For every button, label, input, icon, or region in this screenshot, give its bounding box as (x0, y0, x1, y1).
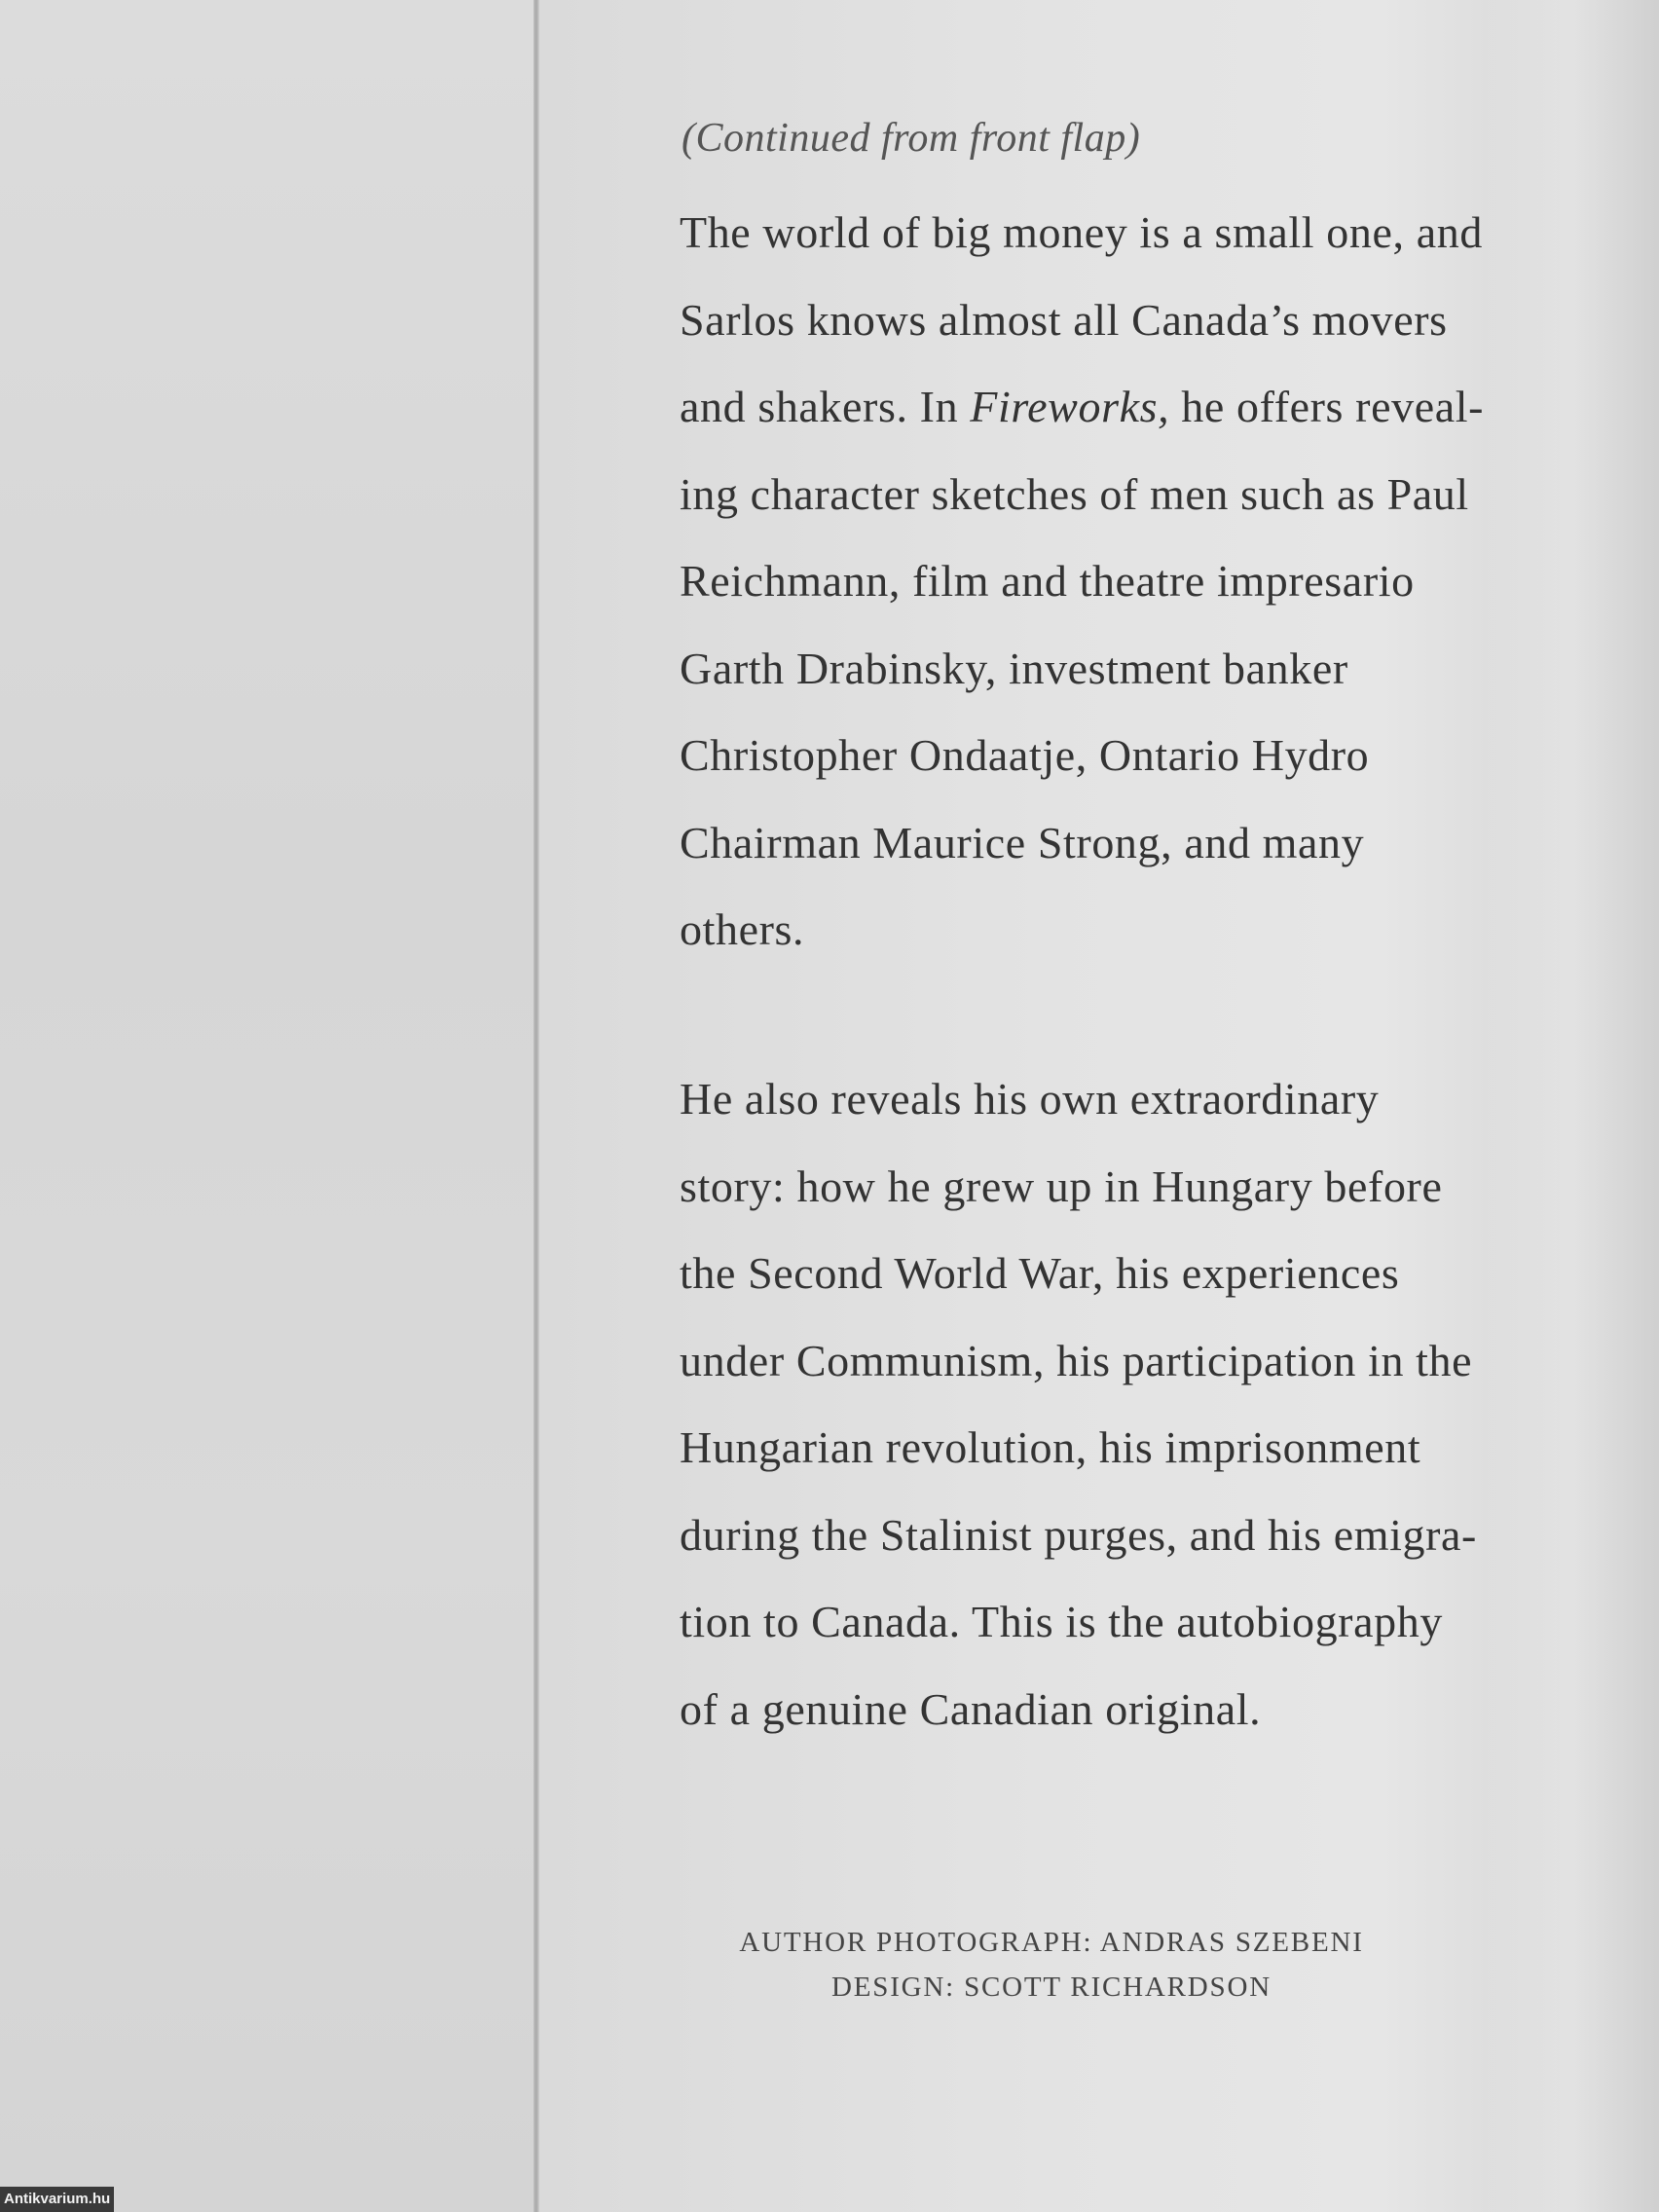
credits (682, 1920, 1421, 2009)
text-line: Reichmann, film and theatre impresario (680, 556, 1415, 606)
text-line (680, 363, 1556, 451)
text-line: Chairman Maurice Strong, and many (680, 817, 1365, 867)
text-fragment: he offers reveal- (1169, 382, 1485, 431)
text-line: ing character sketches of men such as Paul (680, 468, 1469, 519)
text-line: Christopher Ondaatje, Ontario Hydro (680, 730, 1370, 780)
text-line: story: how he grew up in Hungary before (680, 1161, 1443, 1211)
photo-credit: AUTHOR PHOTOGRAPH: ANDRAS SZEBENI (739, 1927, 1364, 1958)
design-credit: DESIGN: SCOTT RICHARDSON (831, 1972, 1272, 2003)
text-line: the Second World War, his experiences (680, 1248, 1400, 1298)
text-line: others. (680, 904, 805, 954)
text-line: under Communism, his participation in the (680, 1335, 1473, 1385)
text-line: Hungarian revolution, his imprisonment (680, 1422, 1421, 1472)
paragraph-2 (680, 1055, 1556, 1752)
text-line: Garth Drabinsky, investment banker (680, 643, 1348, 693)
continued-note: (Continued from front flap) (682, 116, 1141, 161)
text-line: tion to Canada. This is the autobiography (680, 1597, 1443, 1646)
text-line: during the Stalinist purges, and his emigra- (680, 1509, 1477, 1560)
text-fragment: and shakers. In (680, 382, 971, 431)
text-line: The world of big money is a small one, and (680, 207, 1483, 257)
book-title: Fireworks, (970, 382, 1170, 431)
text-line: He also reveals his own extraordinary (680, 1074, 1380, 1124)
back-cover-panel (0, 0, 534, 2212)
text-line: of a genuine Canadian original. (680, 1683, 1262, 1734)
paragraph-1 (680, 189, 1556, 974)
text-line: Sarlos knows almost all Canada’s movers (680, 294, 1448, 345)
watermark-label: Antikvarium.hu (0, 2187, 114, 2212)
